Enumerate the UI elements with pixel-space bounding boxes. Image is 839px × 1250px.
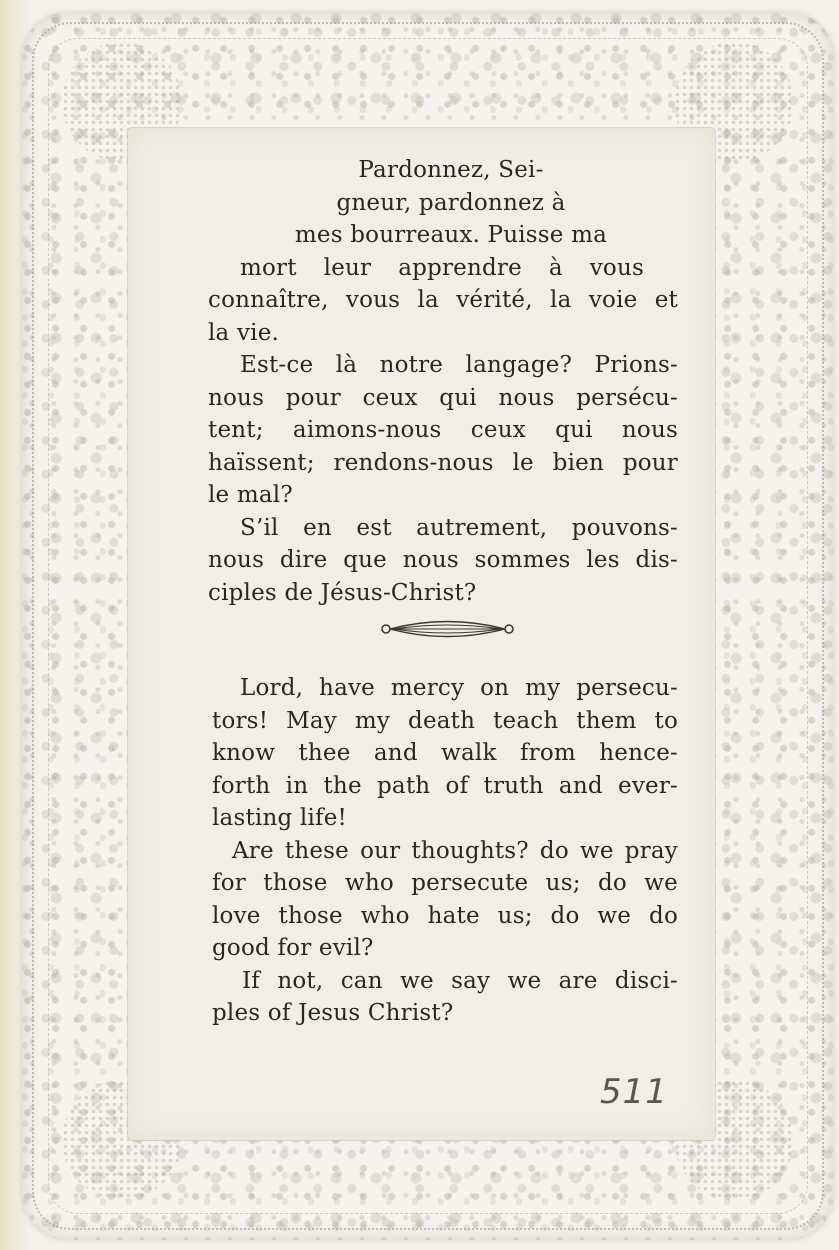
handwritten-card-number: 511	[600, 1072, 668, 1112]
text-line: ciples de Jésus-Christ?	[208, 579, 477, 606]
english-text-block	[212, 672, 678, 1030]
divider-ornament	[380, 618, 515, 640]
french-text-block	[208, 154, 678, 609]
text-line: good for evil?	[212, 935, 374, 961]
text-line: lasting life!	[212, 805, 347, 831]
text-line: gneur, pardonnez à	[336, 189, 566, 216]
text-line: connaître, vous la vérité, la voie et	[208, 287, 678, 313]
text-line: S’il en est autrement, pouvons-	[240, 514, 678, 541]
text-line: Are these our thoughts? do we pray	[232, 837, 678, 864]
text-line: Est-ce là notre langage? Prions-	[240, 352, 678, 378]
text-line: nous dire que nous sommes les dis-	[208, 547, 678, 573]
text-line: tors! May my death teach them to	[212, 707, 678, 734]
text-line: tent; aimons-nous ceux qui nous	[208, 417, 678, 443]
text-line: love those who hate us; do we do	[212, 902, 678, 929]
text-line: ples of Jesus Christ?	[212, 1000, 454, 1026]
text-line: Pardonnez, Sei-	[358, 157, 544, 183]
text-line: for those who persecute us; do we	[212, 870, 678, 896]
text-line: mes bourreaux. Puisse ma	[294, 222, 608, 248]
text-line: nous pour ceux qui nous persécu-	[208, 384, 678, 411]
text-line: le mal?	[208, 482, 293, 508]
text-line: forth in the path of truth and ever-	[212, 772, 678, 799]
text-line: know thee and walk from hence-	[212, 740, 678, 766]
text-line: la vie.	[208, 319, 280, 346]
text-line: Lord, have mercy on my persecu-	[240, 675, 678, 701]
text-line: haïssent; rendons-nous le bien pour	[208, 449, 678, 476]
text-line: mort leur apprendre à vous	[240, 254, 644, 281]
text-line: If not, can we say we are disci-	[242, 967, 678, 994]
